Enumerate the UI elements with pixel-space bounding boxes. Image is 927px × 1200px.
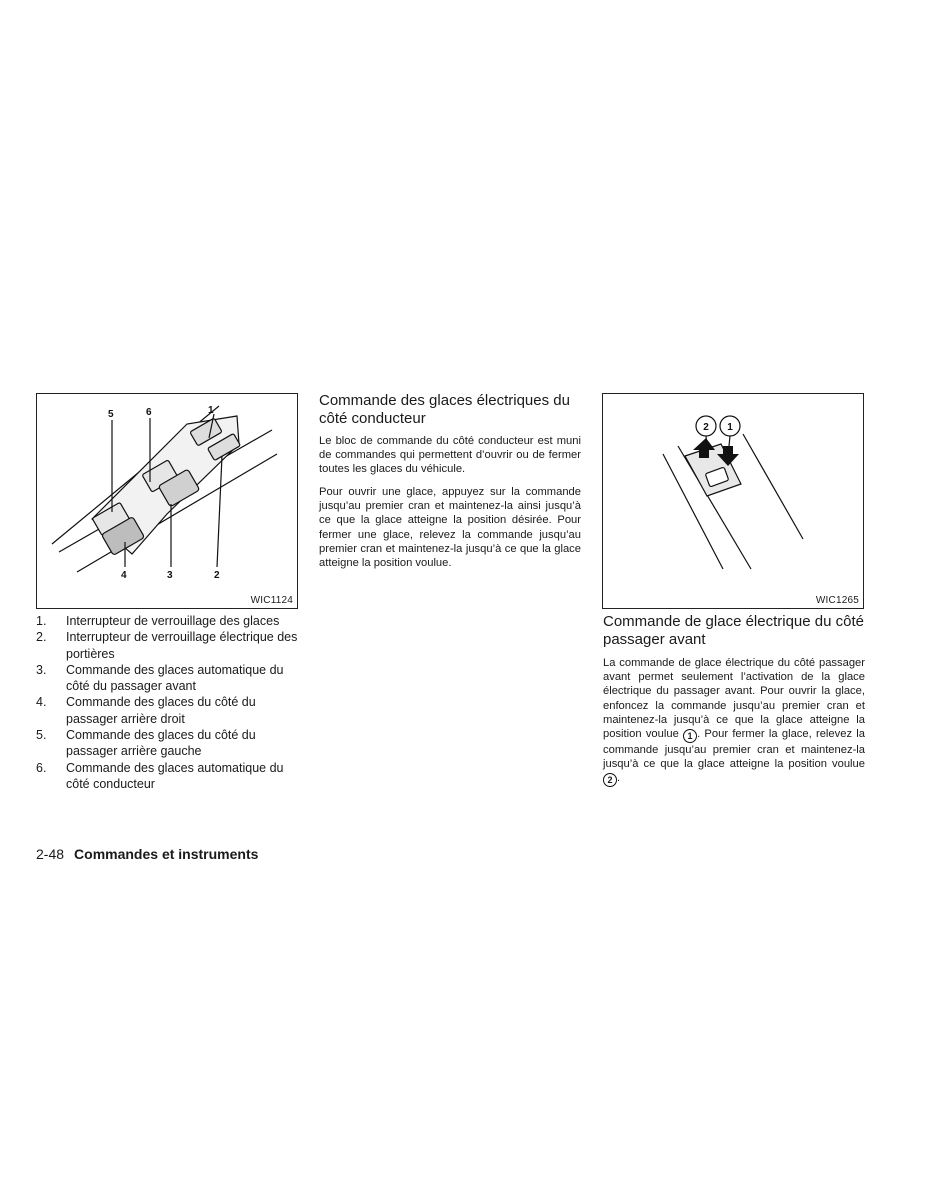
position-marker-2: 2 xyxy=(603,773,617,787)
callout-1: 1 xyxy=(727,422,733,433)
callout-4: 4 xyxy=(121,570,127,581)
figure-code: WIC1124 xyxy=(250,595,293,606)
figure-passenger-switch xyxy=(602,393,864,609)
list-item: 1. Interrupteur de verrouillage des glaces xyxy=(36,614,280,628)
list-item: 3. Commande des glaces automatique du côté du passager avant xyxy=(36,662,284,694)
list-item: 5. Commande des glaces du côté du passager arrière gauche xyxy=(36,728,256,759)
driver-section-paragraph-1: Le bloc de commande du côté conducteur est muni de commandes qui permettent d’ouvrir ou de fermer toutes les glaces du véhicule. xyxy=(319,435,581,476)
figure-driver-switch-panel xyxy=(36,393,298,609)
passenger-switch-illustration xyxy=(603,394,863,608)
passenger-section-heading: Commande de glace électrique du côté passager avant xyxy=(603,613,864,648)
figure-legend-list xyxy=(36,613,298,792)
callout-5: 5 xyxy=(108,409,114,420)
page-number: 2-48 xyxy=(36,846,65,862)
driver-switch-illustration xyxy=(37,394,297,608)
callout-3: 3 xyxy=(167,570,173,581)
position-marker-1: 1 xyxy=(683,729,697,743)
passenger-section-paragraph: La commande de glace électrique du côté passager avant permet seulement l’activation de la glace électrique du passager avant. Pour ouvrir la glace, enfoncez la commande jusqu’au premier cran et maintenez-la jusqu’à ce que la glace atteigne la position voulue 1 . Pour fermer la glace, relevez la commande jusqu’au premier cran et maintenez-la jusqu’à ce que la glace atteigne la position voulue 2 . xyxy=(603,657,866,786)
section-title: Commandes et instruments xyxy=(74,846,259,862)
list-item: 4. Commande des glaces du côté du passager arrière droit xyxy=(36,695,256,726)
driver-section-paragraph-2: Pour ouvrir une glace, appuyez sur la commande jusqu’au premier cran et maintenez-la ainsi jusqu’à ce que la glace atteigne la position désirée. Pour fermer une glace, relevez la commande jusqu’au premier cran et maintenez-la jusqu’à ce que la glace atteigne la position voulue. xyxy=(319,486,581,570)
list-item: 2. Interrupteur de verrouillage électrique des portières xyxy=(36,630,298,661)
callout-2: 2 xyxy=(703,422,709,433)
callout-6: 6 xyxy=(146,407,152,418)
driver-section-heading: Commande des glaces électriques du côté conducteur xyxy=(319,392,570,427)
page-footer xyxy=(36,846,258,862)
list-item: 6. Commande des glaces automatique du côté conducteur xyxy=(36,760,284,791)
callout-2: 2 xyxy=(214,570,220,581)
callout-1: 1 xyxy=(208,405,214,416)
figure-code: WIC1265 xyxy=(815,595,859,606)
